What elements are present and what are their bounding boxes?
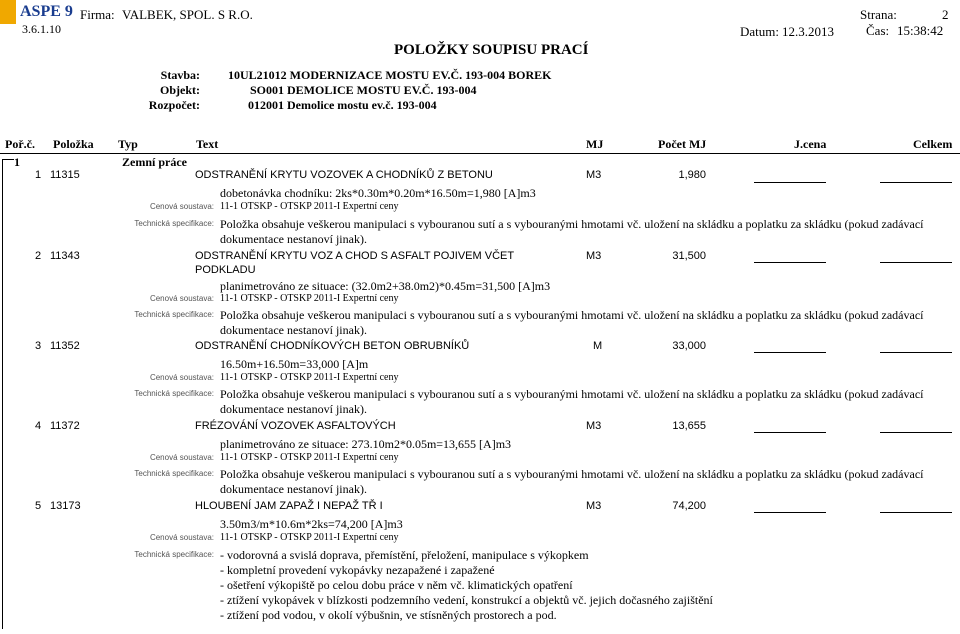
cenova-label: Cenová soustava:: [149, 533, 214, 542]
col-text: Text: [196, 137, 219, 151]
header-divider: [0, 153, 960, 154]
tech-line: dokumentace nestanoví jinak).: [220, 323, 367, 337]
tech-line: - ztížení vykopávek v blízkosti podzemního vedení, konstrukcí a objektů vč. jejich dočasného zajištění: [220, 593, 713, 607]
tech-line: - vodorovná a svislá doprava, přemístění, přeložení, manipulace s výkopkem: [220, 548, 589, 562]
time-label: Čas:: [866, 23, 890, 38]
item-mj: M3: [586, 420, 602, 432]
item-code: 11372: [50, 420, 80, 432]
item-code: 11352: [50, 340, 80, 352]
item-name-continued: PODKLADU: [195, 264, 256, 276]
cenova-label: Cenová soustava:: [149, 453, 214, 462]
tech-line: Položka obsahuje veškerou manipulaci s vybouranou sutí a s vybouranými hmotami vč. uložení na skládku a poplatku za skládku (pokud zadávací: [220, 387, 924, 401]
item-name: ODSTRANĚNÍ KRYTU VOZOVEK A CHODNÍKŮ Z BETONU: [195, 169, 493, 181]
rozpocet-label: Rozpočet:: [148, 98, 200, 112]
item-mj: M3: [586, 169, 602, 181]
col-por: Poř.č.: [5, 137, 35, 151]
cenova-label: Cenová soustava:: [149, 202, 214, 211]
unit-price-blank: [754, 432, 826, 433]
page-label: Strana:: [860, 7, 897, 22]
item-code: 11315: [50, 169, 80, 181]
tech-line: - ošetření výkopiště po celou dobu práce v něm vč. klimatických opatření: [220, 578, 573, 592]
item-number: 1: [35, 169, 42, 181]
total-blank: [880, 182, 952, 183]
item-qty: 31,500: [672, 250, 706, 262]
unit-price-blank: [754, 512, 826, 513]
col-jcena: J.cena: [794, 137, 827, 151]
col-polozka: Položka: [53, 137, 94, 151]
item-code: 11343: [50, 250, 80, 262]
unit-price-blank: [754, 352, 826, 353]
cenova-value: 11-1 OTSKP - OTSKP 2011-I Expertní ceny: [220, 201, 399, 212]
section-bracket: [2, 159, 3, 629]
item-qty: 74,200: [672, 500, 706, 512]
item-mj: M3: [586, 500, 602, 512]
item-calc: planimetrováno ze situace: 273.10m2*0.05m=13,655 [A]m3: [220, 437, 512, 451]
tech-label: Technická specifikace:: [134, 469, 214, 478]
app-name: ASPE 9: [20, 3, 73, 20]
tech-line: - ztížení pod vodou, v okolí výbušnin, ve stísněných prostorech a pod.: [220, 608, 557, 622]
stavba-label: Stavba:: [160, 68, 200, 82]
item-qty: 13,655: [672, 420, 706, 432]
item-calc: 3.50m3/m*10.6m*2ks=74,200 [A]m3: [220, 517, 403, 531]
unit-price-blank: [754, 182, 826, 183]
time-value: 15:38:42: [897, 23, 944, 38]
app-version: 3.6.1.10: [22, 22, 61, 36]
cenova-value: 11-1 OTSKP - OTSKP 2011-I Expertní ceny: [220, 293, 399, 304]
logo-icon: [0, 0, 16, 24]
item-calc: planimetrováno ze situace: (32.0m2+38.0m2)*0.45m=31,500 [A]m3: [220, 279, 551, 293]
cenova-value: 11-1 OTSKP - OTSKP 2011-I Expertní ceny: [220, 452, 399, 463]
tech-line: dokumentace nestanoví jinak).: [220, 482, 367, 496]
tech-line: dokumentace nestanoví jinak).: [220, 402, 367, 416]
item-name: FRÉZOVÁNÍ VOZOVEK ASFALTOVÝCH: [195, 420, 396, 432]
tech-label: Technická specifikace:: [134, 389, 214, 398]
item-number: 4: [35, 420, 42, 432]
objekt-label: Objekt:: [160, 83, 200, 97]
rozpocet-value: 012001 Demolice mostu ev.č. 193-004: [248, 98, 437, 112]
item-qty: 33,000: [672, 340, 706, 352]
tech-label: Technická specifikace:: [134, 219, 214, 228]
objekt-value: SO001 DEMOLICE MOSTU EV.Č. 193-004: [250, 83, 477, 97]
date-value: 12.3.2013: [782, 24, 834, 39]
col-typ: Typ: [118, 137, 138, 151]
firm-value: VALBEK, SPOL. S R.O.: [122, 7, 253, 22]
item-name: ODSTRANĚNÍ KRYTU VOZ A CHOD S ASFALT POJIVEM VČET: [195, 250, 515, 262]
cenova-value: 11-1 OTSKP - OTSKP 2011-I Expertní ceny: [220, 532, 399, 543]
item-calc: 16.50m+16.50m=33,000 [A]m: [220, 357, 369, 371]
tech-label: Technická specifikace:: [134, 550, 214, 559]
col-mj: MJ: [586, 137, 604, 151]
item-number: 3: [35, 340, 42, 352]
col-celkem: Celkem: [913, 137, 953, 151]
total-blank: [880, 262, 952, 263]
item-name: HLOUBENÍ JAM ZAPAŽ I NEPAŽ TŘ I: [195, 500, 383, 512]
unit-price-blank: [754, 262, 826, 263]
item-code: 13173: [50, 500, 81, 512]
tech-line: Položka obsahuje veškerou manipulaci s vybouranou sutí a s vybouranými hmotami vč. uložení na skládku a poplatku za skládku (pokud zadávací: [220, 217, 924, 231]
item-calc: dobetonávka chodníku: 2ks*0.30m*0.20m*16.50m=1,980 [A]m3: [220, 186, 536, 200]
page-number: 2: [942, 7, 949, 22]
cenova-label: Cenová soustava:: [149, 294, 214, 303]
page-title: POLOŽKY SOUPISU PRACÍ: [394, 42, 589, 58]
item-mj: M: [593, 340, 603, 352]
tech-line: dokumentace nestanoví jinak).: [220, 232, 367, 246]
col-pocet: Počet MJ: [658, 137, 707, 151]
section-title: Zemní práce: [122, 155, 187, 169]
section-marker: [2, 159, 14, 160]
date-label: Datum:: [740, 24, 779, 39]
item-name: ODSTRANĚNÍ CHODNÍKOVÝCH BETON OBRUBNÍKŮ: [195, 340, 470, 352]
firm-label: Firma:: [80, 7, 115, 22]
total-blank: [880, 352, 952, 353]
tech-line: Položka obsahuje veškerou manipulaci s vybouranou sutí a s vybouranými hmotami vč. uložení na skládku a poplatku za skládku (pokud zadávací: [220, 308, 924, 322]
item-number: 5: [35, 500, 42, 512]
tech-label: Technická specifikace:: [134, 310, 214, 319]
section-number: 1: [14, 155, 20, 169]
item-number: 2: [35, 250, 42, 262]
item-mj: M3: [586, 250, 602, 262]
stavba-value: 10UL21012 MODERNIZACE MOSTU EV.Č. 193-004 BOREK: [228, 68, 552, 82]
cenova-label: Cenová soustava:: [149, 373, 214, 382]
cenova-value: 11-1 OTSKP - OTSKP 2011-I Expertní ceny: [220, 372, 399, 383]
item-qty: 1,980: [678, 169, 706, 181]
total-blank: [880, 432, 952, 433]
tech-line: - kompletní provedení vykopávky nezapažené i zapažené: [220, 563, 495, 577]
tech-line: Položka obsahuje veškerou manipulaci s vybouranou sutí a s vybouranými hmotami vč. uložení na skládku a poplatku za skládku (pokud zadávací: [220, 467, 924, 481]
total-blank: [880, 512, 952, 513]
